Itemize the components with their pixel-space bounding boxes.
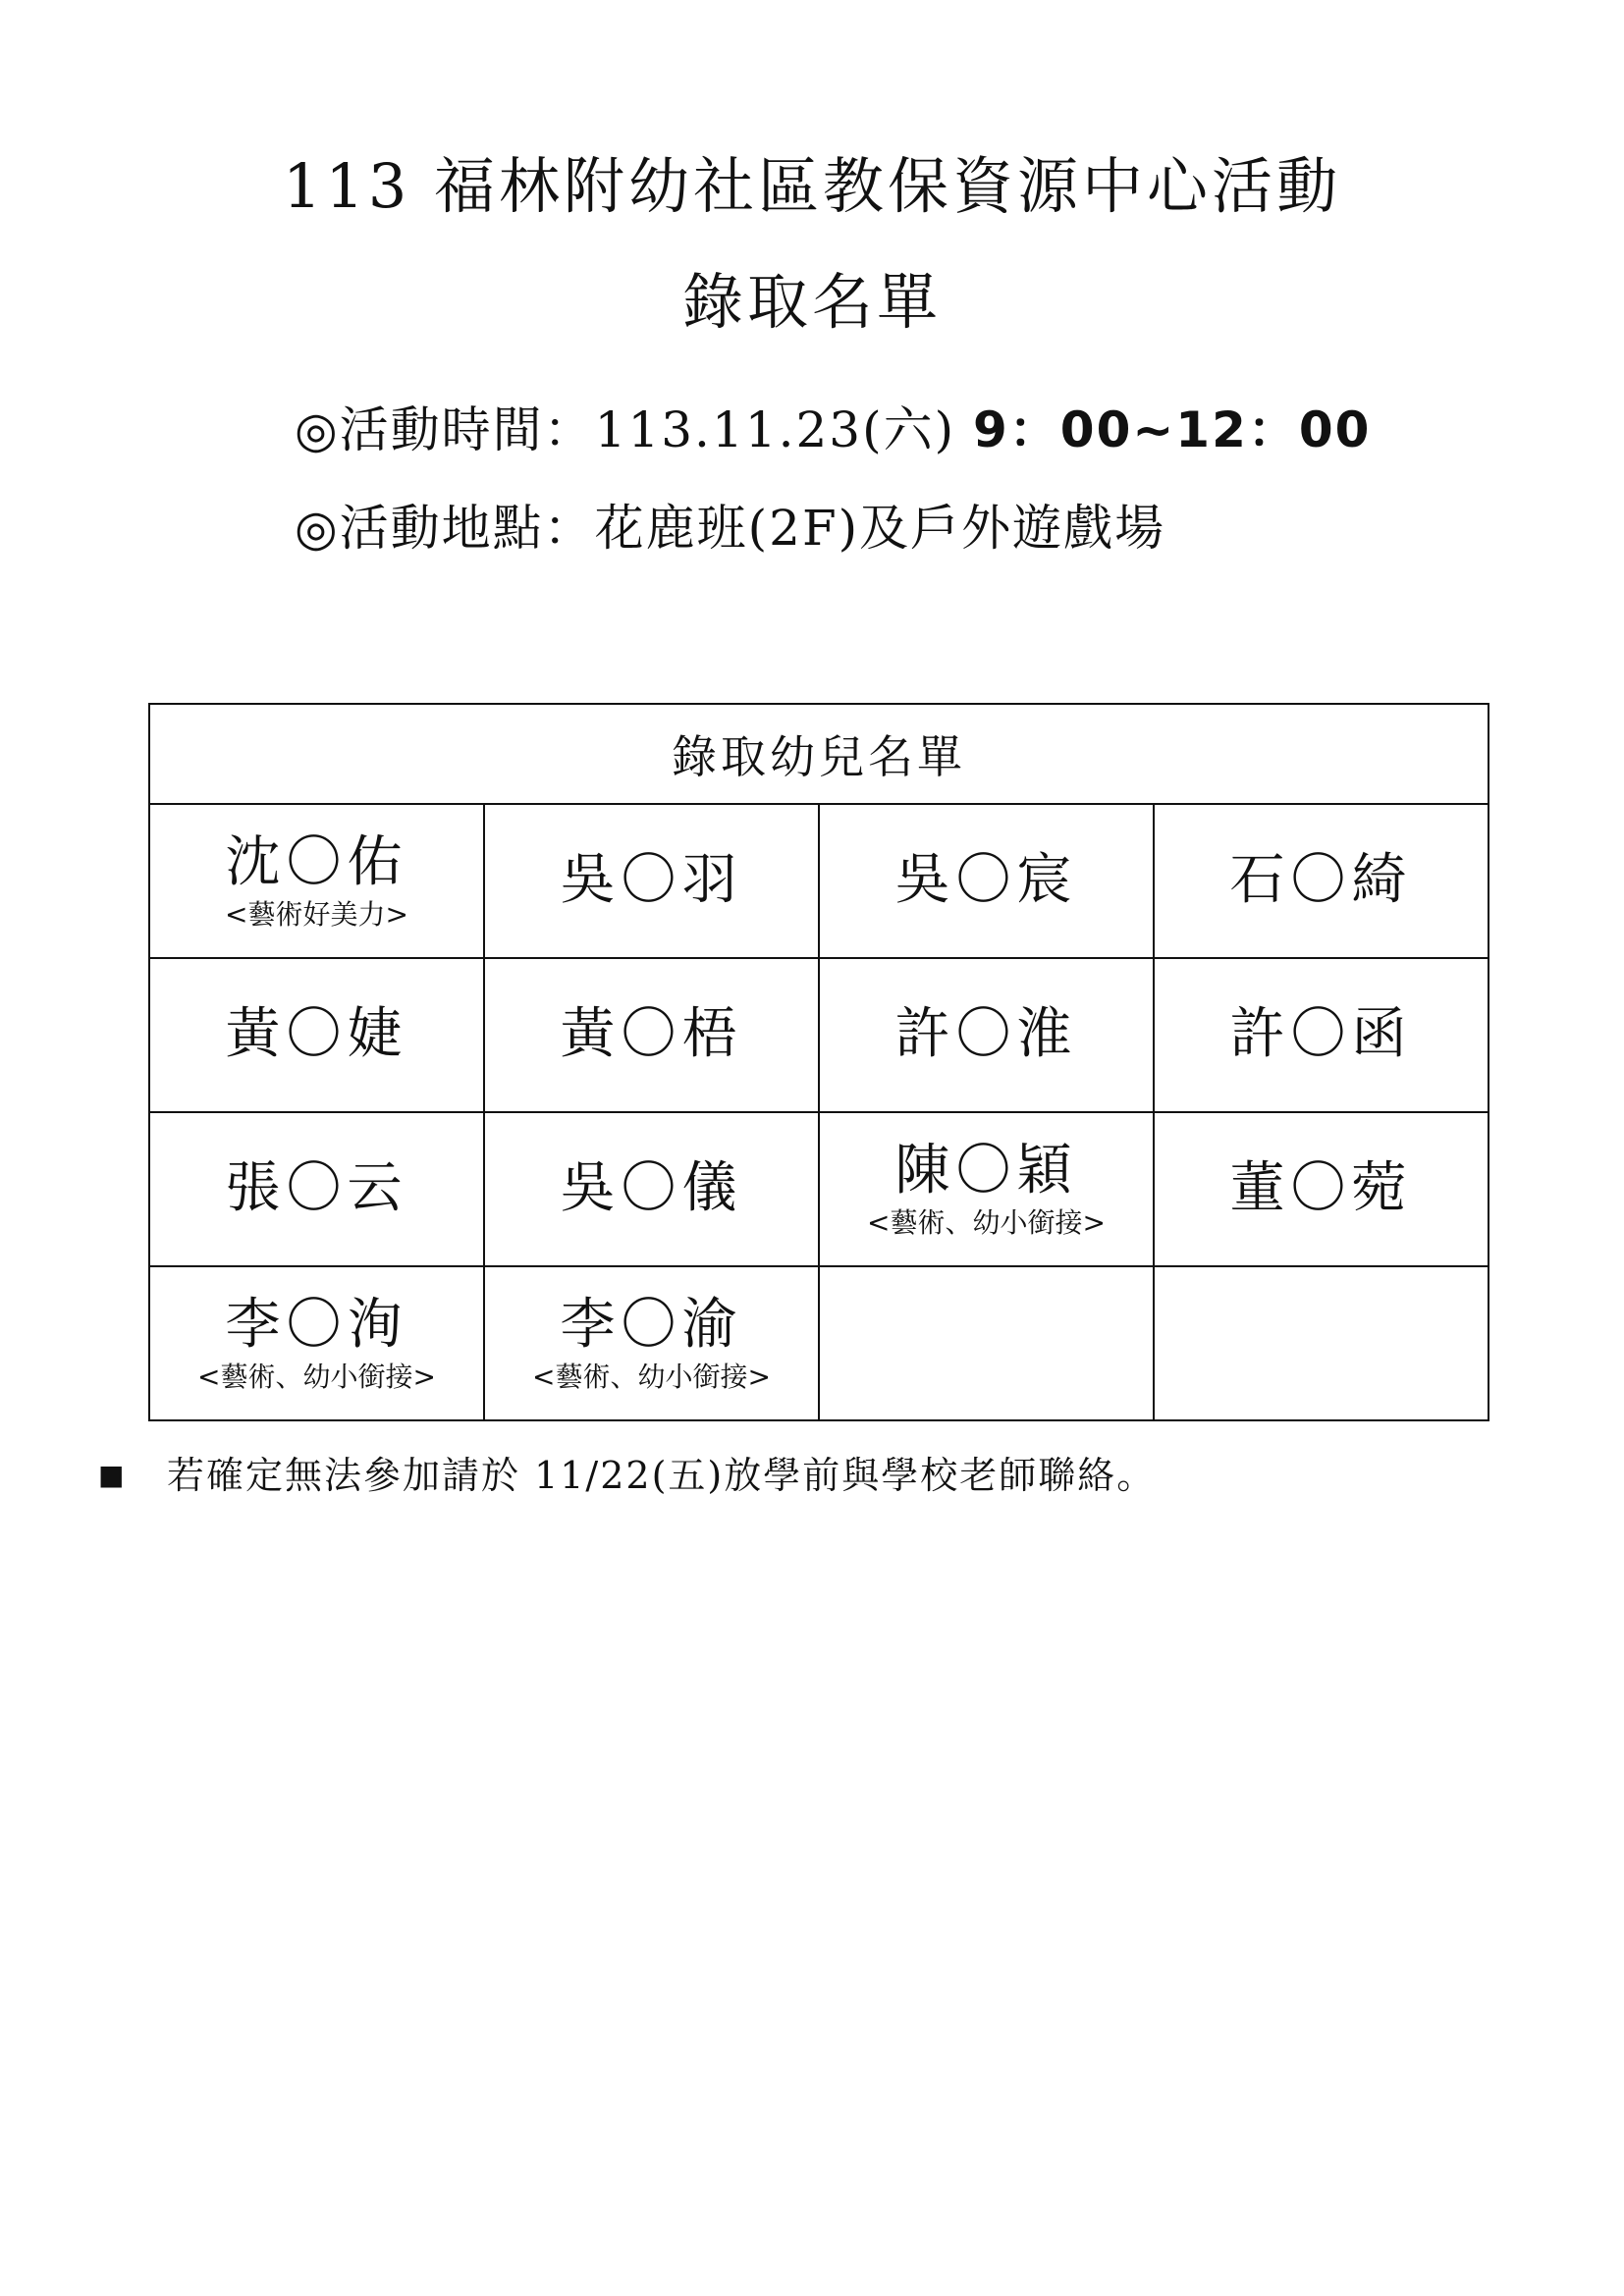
table-heading: 錄取幼兒名單 xyxy=(149,704,1489,804)
table-cell xyxy=(484,1266,819,1420)
child-name: 吳〇羽 xyxy=(560,848,743,913)
child-note: <藝術、幼小銜接> xyxy=(197,1360,436,1393)
child-name: 沈〇佑 xyxy=(225,829,408,894)
child-name: 張〇云 xyxy=(225,1156,408,1221)
activity-time-value: 9：00~12：00 xyxy=(973,401,1372,458)
child-name: 李〇洵 xyxy=(225,1292,408,1357)
table-header-row xyxy=(149,704,1489,804)
footnote-text: 若確定無法參加請於 11/22(五)放學前與學校老師聯絡。 xyxy=(167,1454,1157,1497)
page-subtitle: 錄取名單 xyxy=(681,266,942,338)
child-name: 黃〇梧 xyxy=(560,1002,743,1067)
child-name: 石〇綺 xyxy=(1229,848,1413,913)
child-name: 黃〇婕 xyxy=(225,1002,408,1067)
child-note: <藝術、幼小銜接> xyxy=(867,1205,1106,1239)
child-name: 陳〇穎 xyxy=(894,1138,1078,1202)
table-row xyxy=(149,958,1489,1112)
child-name: 吳〇儀 xyxy=(560,1156,743,1221)
table-cell xyxy=(484,1112,819,1266)
table-cell xyxy=(149,1112,484,1266)
table-cell xyxy=(819,1112,1154,1266)
child-name: 許〇函 xyxy=(1229,1002,1413,1067)
admission-table xyxy=(148,703,1489,1421)
table-cell xyxy=(484,958,819,1112)
table-row xyxy=(149,1112,1489,1266)
table-body xyxy=(149,804,1489,1420)
table-row xyxy=(149,804,1489,958)
table-cell xyxy=(149,958,484,1112)
table-cell xyxy=(819,1266,1154,1420)
table-cell xyxy=(149,804,484,958)
child-name: 許〇淮 xyxy=(894,1002,1078,1067)
table-row xyxy=(149,1266,1489,1420)
table-cell xyxy=(1154,1112,1489,1266)
child-name: 吳〇宸 xyxy=(894,848,1078,913)
table-cell xyxy=(484,804,819,958)
child-name: 董〇菀 xyxy=(1229,1156,1413,1221)
page-title: 113 福林附幼社區教保資源中心活動 xyxy=(282,150,1342,222)
table-cell xyxy=(1154,958,1489,1112)
table-cell xyxy=(1154,804,1489,958)
table-cell xyxy=(1154,1266,1489,1420)
table-cell xyxy=(819,958,1154,1112)
activity-time-label: ◎活動時間：113.11.23(六) xyxy=(295,401,956,458)
table-cell xyxy=(819,804,1154,958)
table-cell xyxy=(149,1266,484,1420)
activity-time xyxy=(295,391,1371,461)
square-bullet-icon: ■ xyxy=(98,1459,127,1491)
child-note: <藝術好美力> xyxy=(225,897,408,931)
footnote xyxy=(98,1445,1156,1499)
activity-place: ◎活動地點：花鹿班(2F)及戶外遊戲場 xyxy=(295,500,1166,557)
child-note: <藝術、幼小銜接> xyxy=(532,1360,771,1393)
child-name: 李〇渝 xyxy=(560,1292,743,1357)
